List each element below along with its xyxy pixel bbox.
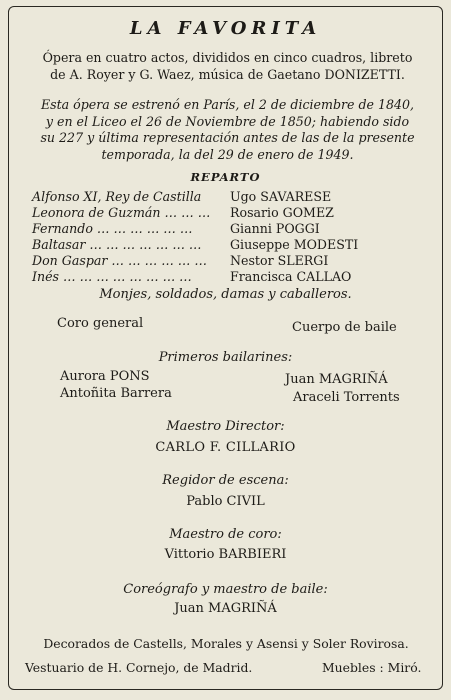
premiere-line-1: Esta ópera se estrenó en París, el 2 de diciembre de 1840, — [40, 97, 415, 112]
cast-role: Don Gaspar … … … … … … — [32, 253, 207, 268]
intro-text — [30, 50, 425, 83]
dancer-name: Aurora PONS — [60, 369, 150, 384]
cast-role: Alfonso XI, Rey de Castilla — [32, 189, 202, 204]
cast-actor: Nestor SLERGI — [230, 253, 329, 268]
extras-line: Monjes, soldados, damas y caballeros. — [99, 287, 352, 302]
cast-actor: Francisca CALLAO — [230, 269, 352, 284]
cuerpo-de-baile: Cuerpo de baile — [292, 320, 397, 335]
cast-actor: Ugo SAVARESE — [230, 189, 332, 204]
cast-actor: Rosario GOMEZ — [230, 205, 334, 220]
coro-general: Coro general — [57, 316, 144, 331]
cast-role: Baltasar … … … … … … … — [32, 237, 202, 252]
cast-actor: Giuseppe MODESTI — [230, 237, 359, 252]
maestro-coro-heading: Maestro de coro: — [169, 527, 282, 542]
regidor-heading: Regidor de escena: — [162, 473, 289, 488]
cast-actor: Gianni POGGI — [230, 221, 320, 236]
decorados-line: Decorados de Castells, Morales y Asensi y Soler Rovirosa. — [43, 636, 409, 651]
vestuario-line: Vestuario de H. Cornejo, de Madrid. — [25, 660, 253, 675]
dancer-name: Antoñita Barrera — [60, 386, 172, 401]
dancer-name: Araceli Torrents — [293, 390, 400, 405]
dancer-name: Juan MAGRIÑÁ — [285, 372, 388, 387]
cast-role: Fernando … … … … … … — [32, 221, 193, 236]
coreografo-heading: Coreógrafo y maestro de baile: — [123, 582, 328, 597]
intro-line-1: Ópera en cuatro actos, divididos en cinco cuadros, libreto — [42, 50, 413, 65]
primeros-bailarines-heading: Primeros bailarines: — [158, 350, 293, 365]
cast-role: Leonora de Guzmán … … … — [32, 205, 211, 220]
page-title: LA FAVORITA — [129, 18, 322, 39]
premiere-line-4: temporada, la del 29 de enero de 1949. — [101, 146, 354, 162]
cast-role: Inés … … … … … … … … — [32, 269, 192, 284]
premiere-text — [30, 97, 425, 163]
coreografo-name: Juan MAGRIÑÁ — [174, 601, 277, 616]
maestro-director-heading: Maestro Director: — [166, 419, 285, 434]
premiere-line-3: su 227 y última representación antes de las de la presente — [40, 130, 415, 145]
maestro-coro-name: Vittorio BARBIERI — [164, 547, 287, 562]
maestro-director-name: CARLO F. CILLARIO — [155, 440, 296, 455]
reparto-heading: REPARTO — [190, 170, 261, 184]
premiere-line-2: y en el Liceo el 26 de Noviembre de 1850; habiendo sido — [45, 113, 410, 129]
muebles-line: Muebles : Miró. — [322, 660, 422, 675]
intro-line-2: de A. Royer y G. Waez, música de Gaetano DONIZETTI. — [50, 66, 405, 82]
regidor-name: Pablo CIVIL — [186, 494, 265, 509]
